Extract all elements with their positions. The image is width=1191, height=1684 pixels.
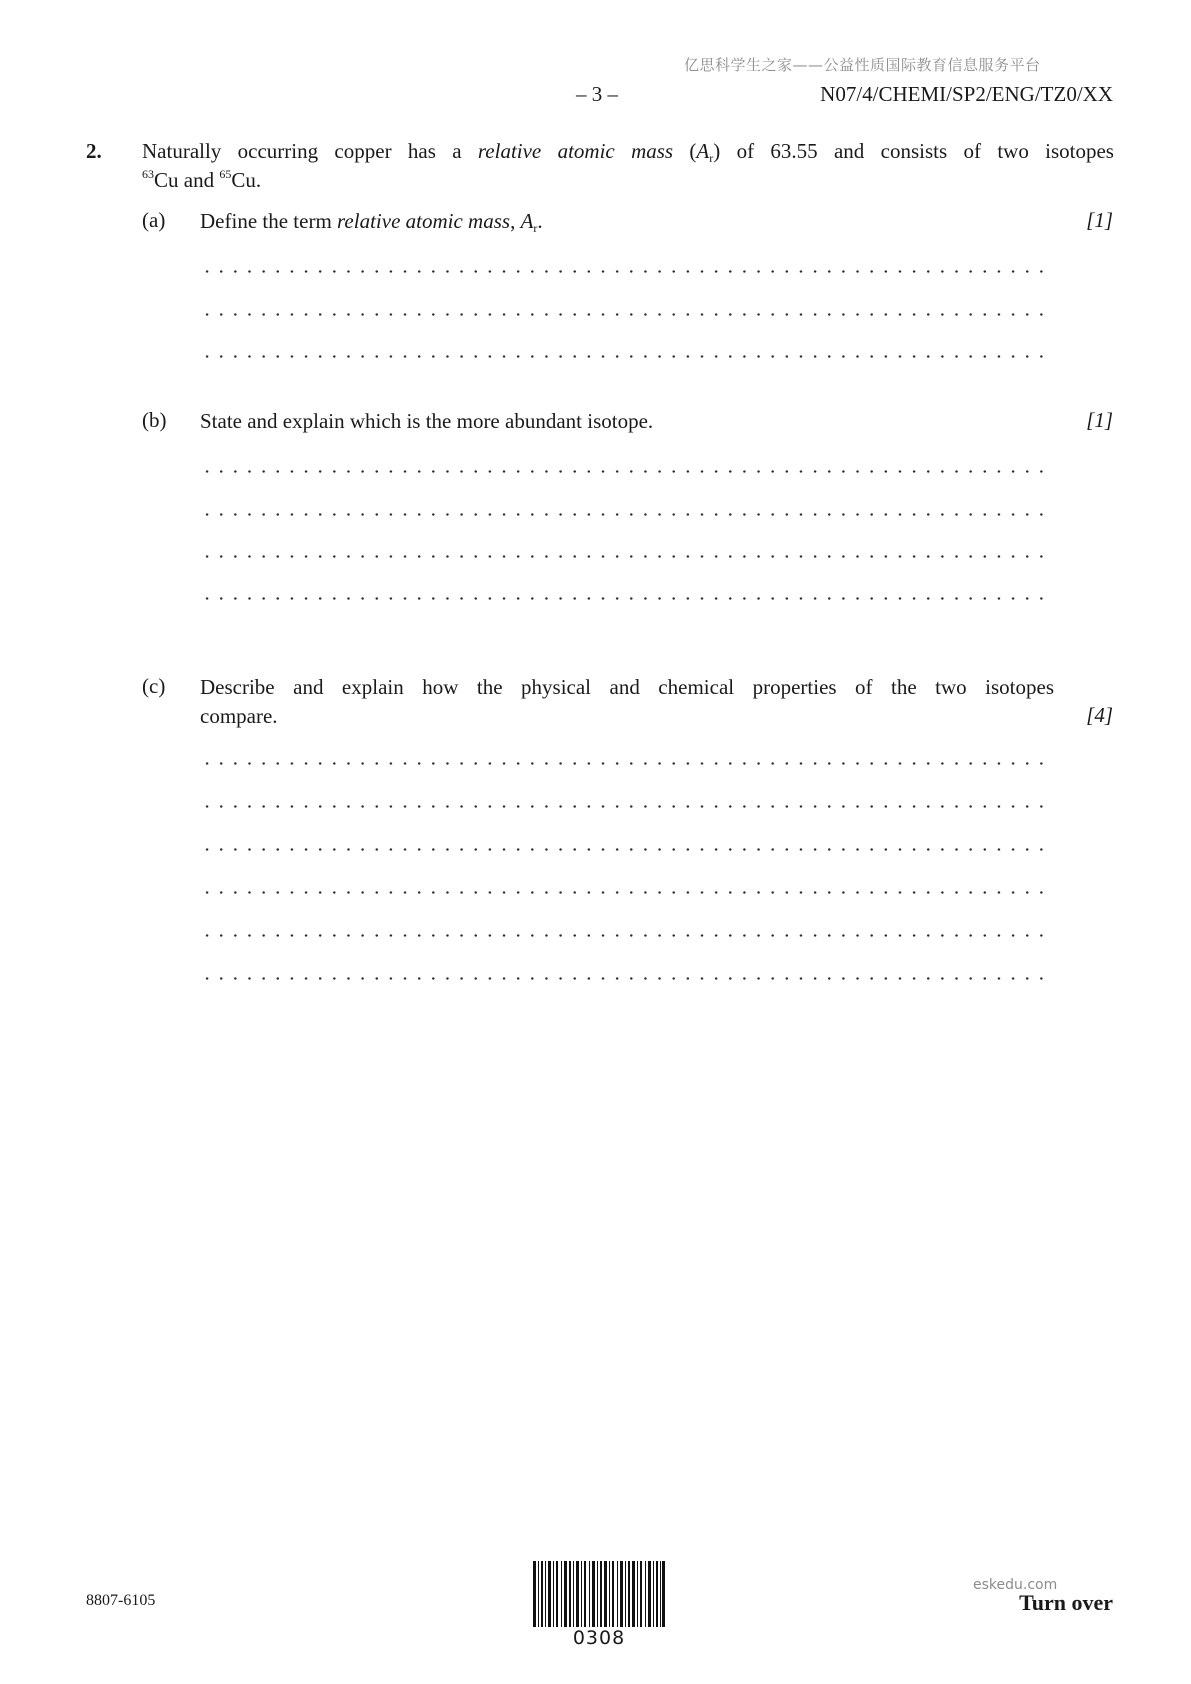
answer-line[interactable] bbox=[200, 805, 1054, 808]
part-a-symbol: A bbox=[520, 209, 534, 233]
part-c-letter: (c) bbox=[142, 674, 166, 698]
part-b-marks: [1] bbox=[1086, 408, 1113, 432]
stem-text-start: Naturally occurring copper has a bbox=[142, 139, 478, 163]
question-isotopes bbox=[142, 166, 261, 195]
header-watermark: 亿思科学生之家——公益性质国际教育信息服务平台 bbox=[684, 56, 1041, 74]
question-number: 2. bbox=[86, 139, 102, 163]
answer-line[interactable] bbox=[200, 513, 1054, 516]
part-c-prompt-line2: compare. bbox=[200, 704, 278, 728]
answer-line[interactable] bbox=[200, 313, 1054, 316]
stem-symbol-subscript: r bbox=[709, 151, 714, 165]
answer-line[interactable] bbox=[200, 934, 1054, 937]
stem-text-end: ) of 63.55 and consists of two isotopes bbox=[713, 139, 1114, 163]
answer-line[interactable] bbox=[200, 848, 1054, 851]
part-b-letter: (b) bbox=[142, 408, 167, 432]
part-c-prompt-line1: Describe and explain how the physical and chemical properties of the two isotopes bbox=[200, 675, 1054, 699]
isotope1-symbol: Cu bbox=[154, 168, 179, 192]
footer-paper-code: 8807-6105 bbox=[86, 1592, 156, 1609]
isotope2-mass-number: 65 bbox=[219, 167, 232, 181]
barcode-image bbox=[533, 1561, 665, 1627]
isotope-and: and bbox=[178, 168, 220, 192]
part-a-period: . bbox=[537, 209, 543, 233]
stem-paren-open: ( bbox=[673, 139, 697, 163]
answer-line[interactable] bbox=[200, 470, 1054, 473]
part-a-prompt bbox=[200, 207, 1054, 236]
answer-line[interactable] bbox=[200, 270, 1054, 273]
footer-watermark: eskedu.com bbox=[973, 1577, 1058, 1593]
paper-code: N07/4/CHEMI/SP2/ENG/TZ0/XX bbox=[820, 82, 1113, 106]
isotope1-mass-number: 63 bbox=[142, 167, 154, 181]
answer-line[interactable] bbox=[200, 555, 1054, 558]
page-number: – 3 – bbox=[576, 82, 618, 106]
answer-line[interactable] bbox=[200, 891, 1054, 894]
part-a-letter: (a) bbox=[142, 208, 166, 232]
part-a-symbol-subscript: r bbox=[533, 221, 538, 235]
question-stem bbox=[142, 137, 1114, 166]
part-a-comma: , bbox=[510, 209, 521, 233]
answer-line[interactable] bbox=[200, 597, 1054, 600]
part-c-marks: [4] bbox=[1086, 703, 1113, 727]
isotope2-symbol: Cu. bbox=[231, 168, 262, 192]
turn-over-label: Turn over bbox=[1019, 1590, 1113, 1615]
stem-term-relative-atomic-mass: relative atomic mass bbox=[477, 139, 674, 163]
part-b-prompt: State and explain which is the more abundant isotope. bbox=[200, 409, 654, 433]
part-a-term: relative atomic mass bbox=[337, 209, 511, 233]
answer-line[interactable] bbox=[200, 977, 1054, 980]
answer-line[interactable] bbox=[200, 355, 1054, 358]
part-a-text: Define the term bbox=[200, 209, 338, 233]
part-a-marks: [1] bbox=[1086, 208, 1113, 232]
stem-symbol-a: A bbox=[696, 139, 710, 163]
barcode-number: 0308 bbox=[572, 1627, 626, 1649]
answer-line[interactable] bbox=[200, 762, 1054, 765]
